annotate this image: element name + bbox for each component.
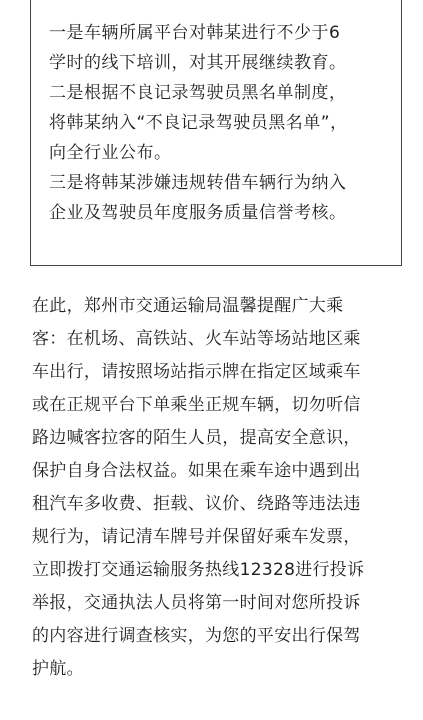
body-line: 举报，交通执法人员将第一时间对您所投诉 [32,593,361,613]
notice-line: 三是将韩某涉嫌违规转借车辆行为纳入 [49,173,347,193]
body-line: 立即拨打交通运输服务热线12328进行投诉 [32,560,365,580]
body-line: 或在正规平台下单乘坐正规车辆，切勿听信 [32,395,361,415]
body-line: 规行为，请记清车牌号并保留好乘车发票， [32,527,361,547]
notice-line: 向全行业公布。 [49,143,172,163]
notice-line: 将韩某纳入“不良记录驾驶员黑名单”， [49,113,348,133]
notice-line: 二是根据不良记录驾驶员黑名单制度， [49,83,347,103]
notice-line: 一是车辆所属平台对韩某进行不少于6 [49,23,341,43]
body-line: 路边喊客拉客的陌生人员，提高安全意识， [32,428,361,448]
body-line: 保护自身合法权益。如果在乘车途中遇到出 [32,461,361,481]
notice-line: 学时的线下培训，对其开展继续教育。 [49,53,347,73]
notice-line: 企业及驾驶员年度服务质量信誉考核。 [49,203,347,223]
body-line: 租汽车多收费、拒载、议价、绕路等违法违 [32,494,361,514]
article-body [32,290,408,686]
body-line: 的内容进行调查核实，为您的平安出行保驾 [32,626,361,646]
body-line: 护航。 [32,659,84,679]
body-line: 车出行，请按照场站指示牌在指定区域乘车 [32,362,361,382]
notice-box [30,0,402,266]
body-line: 在此，郑州市交通运输局温馨提醒广大乘 [32,296,344,316]
body-line: 客：在机场、高铁站、火车站等场站地区乘 [32,329,361,349]
